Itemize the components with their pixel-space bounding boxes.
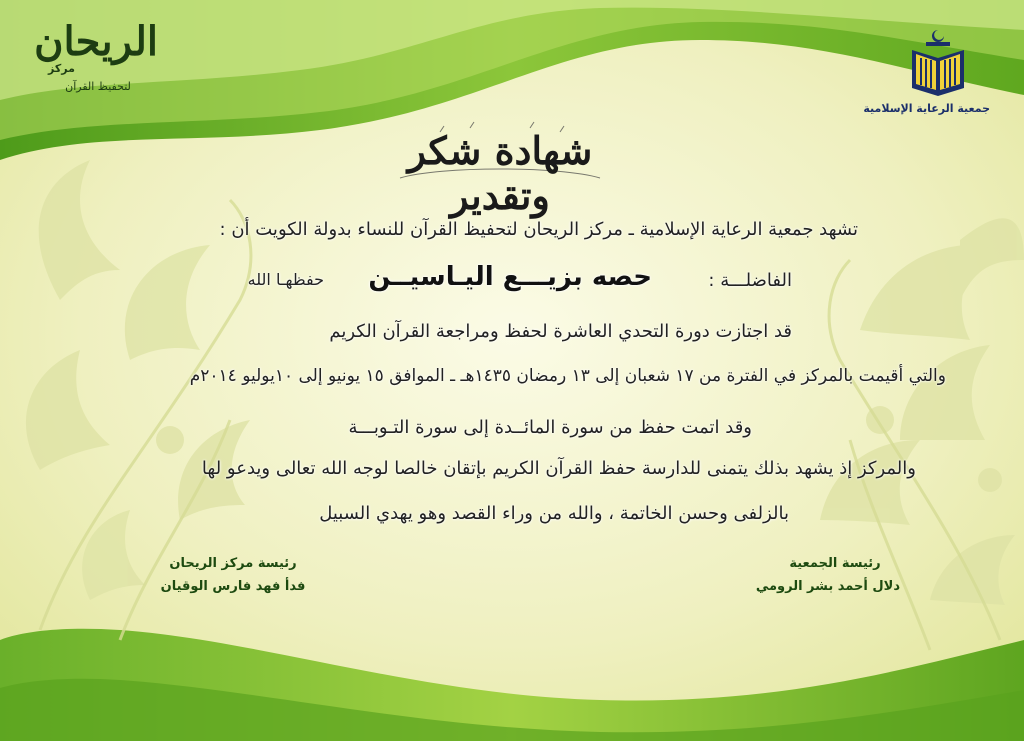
wish-line-2: بالزلفى وحسن الخاتمة ، والله من وراء القصد وهو يهدي السبيل [319, 503, 789, 524]
signature-left-name: فدأ فهد فارس الوقيان [160, 579, 306, 594]
period-line: والتي أقيمت بالمركز في الفترة من ١٧ شعبان إلى ١٣ رمضان ١٤٣٥هـ ـ الموافق ١٥ يونيو إلى ١٠يوليو ٢٠١٤م [189, 366, 946, 386]
course-line: قد اجتازت دورة التحدي العاشرة لحفظ ومراجعة القرآن الكريم [329, 321, 792, 342]
center-logo-main: الريحان [34, 18, 158, 65]
org-logo [898, 28, 978, 110]
book-crescent-emblem-icon [898, 28, 978, 110]
recipient-name: حصه بزيـــع اليـاسيــن [368, 262, 652, 292]
signature-right [755, 556, 900, 594]
center-logo-tagline: لتحفيظ القرآن [65, 80, 131, 93]
signature-left-title: رئيسة مركز الريحان [169, 556, 297, 571]
blessing-text: حفظهـا الله [247, 270, 324, 289]
intro-line: تشهد جمعية الرعاية الإسلامية ـ مركز الريحان لتحفيظ القرآن للنساء بدولة الكويت أن : [219, 219, 858, 240]
wish-line-1: والمركز إذ يشهد بذلك يتمنى للدارسة حفظ القرآن الكريم بإتقان خالصا لوجه الله تعالى ويدعو لها [201, 458, 916, 479]
memorization-line: وقد اتمت حفظ من سورة المائــدة إلى سورة التـوبـــة [348, 417, 752, 438]
signature-right-title: رئيسة الجمعية [789, 556, 881, 571]
signature-left [158, 556, 308, 594]
certificate-title: شهادة شكر وتقدير [380, 118, 620, 188]
honorific-label: الفاضلـــة : [708, 270, 792, 291]
signature-right-name: دلال أحمد بشر الرومي [755, 579, 900, 594]
center-logo-sub: مركز [48, 62, 75, 75]
org-name: جمعية الرعاية الإسلامية [863, 102, 990, 115]
center-logo [34, 18, 158, 100]
